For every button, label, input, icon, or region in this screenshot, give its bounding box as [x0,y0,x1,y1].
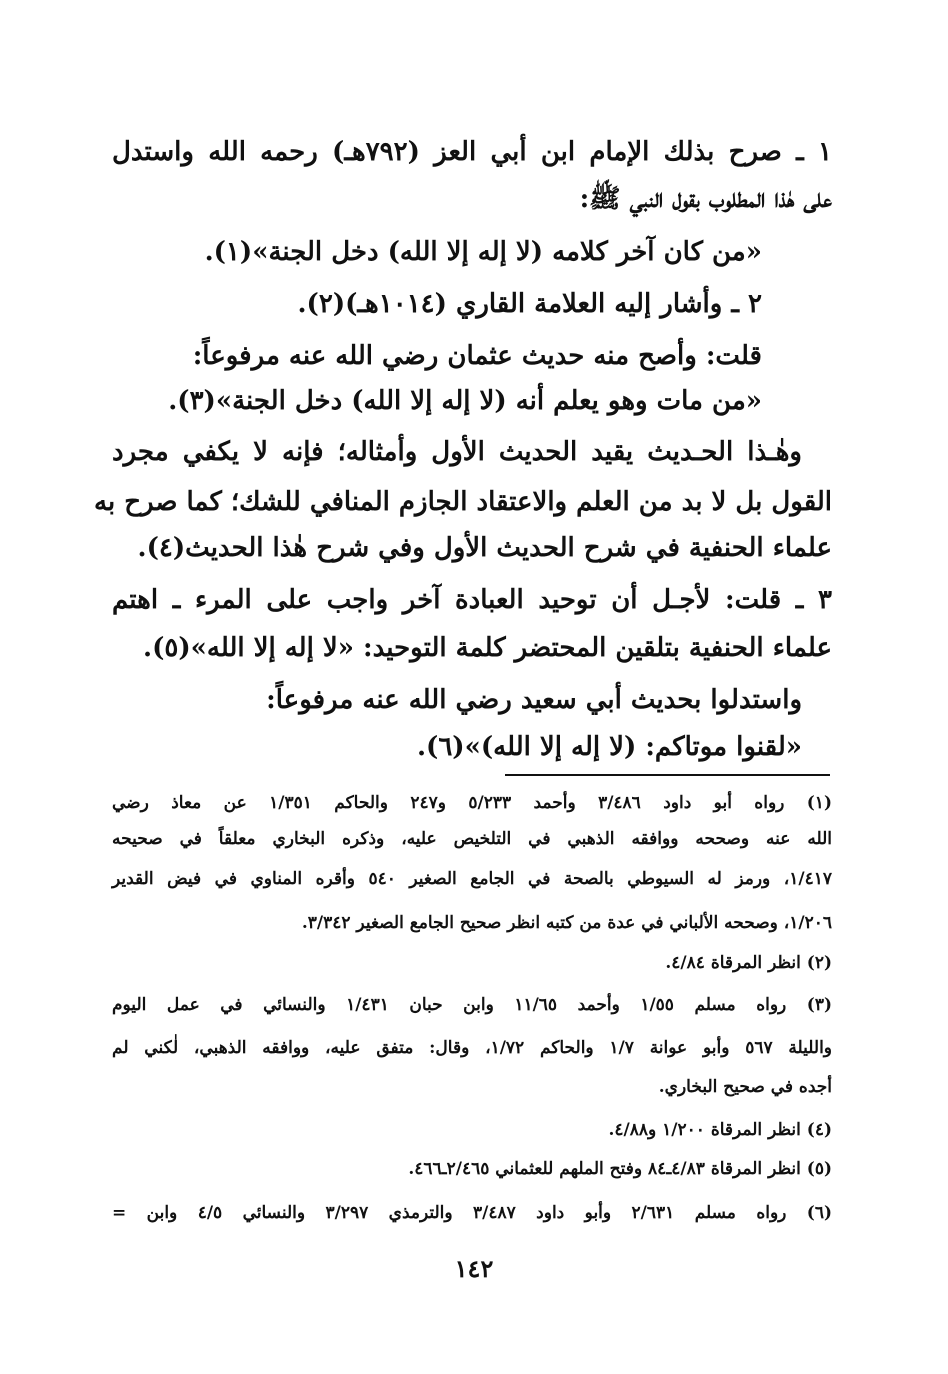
body-line-10: ٣ ـ قلت: لأجـل أن توحيد العبادة آخر واجب على المرء ـ اهتم [112,585,832,615]
footnote-line-1: (١) رواه أبو داود ٣/٤٨٦ وأحمد ٥/٢٣٣ و٢٤٧ والحاكم ١/٣٥١ عن معاذ رضي [112,793,832,813]
footnote-line-3: ١/٤١٧، ورمز له السيوطي بالصحة في الجامع الصغير ٥٤٠ وأقره المناوي في فيض القدير [112,869,832,889]
footnote-line-5: (٢) انظر المرقاة ٤/٨٤. [665,953,832,973]
footnote-separator [505,774,830,776]
footnote-line-10: (٥) انظر المرقاة ٤/٨٣ـ٨٤ وفتح الملهم للعثماني ٢/٤٦٥ـ٤٦٦. [408,1159,832,1179]
body-line-6: «من مات وهو يعلم أنه (لا إله إلا الله) دخل الجنة»(٣). [168,386,762,416]
page-number: ١٤٢ [454,1254,494,1283]
footnote-line-2: الله عنه وصححه ووافقه الذهبي في التلخيص عليه، وذكره البخاري معلقاً في صحيحه [112,829,832,849]
footnote-line-4: ١/٢٠٦، وصححه الألباني في عدة من كتبه انظر صحيح الجامع الصغير ٣/٣٤٢. [301,913,832,933]
footnote-line-11: (٦) رواه مسلم ٢/٦٣١ وأبو داود ٣/٤٨٧ والترمذي ٣/٢٩٧ والنسائي ٤/٥ وابن = [112,1203,833,1223]
body-line-8: القول بل لا بد من العلم والاعتقاد الجازم المنافي للشك؛ كما صرح به [94,487,832,517]
footnote-line-7: والليلة ٥٦٧ وأبو عوانة ١/٧ والحاكم ١/٧٢، وقال: متفق عليه، ووافقه الذهبي، لٰكني لم [112,1038,833,1058]
footnote-line-9: (٤) انظر المرقاة ١/٢٠٠ و٤/٨٨. [608,1120,832,1140]
body-line-1: ١ ـ صرح بذلك الإمام ابن أبي العز (٧٩٢هـ) رحمه الله واستدل [112,137,832,167]
body-line-7: وهٰـذا الحـديث يقيد الحديث الأول وأمثاله؛ فإنه لا يكفي مجرد [112,437,802,467]
body-line-4: ٢ ـ وأشار إليه العلامة القاري (١٠١٤هـ)(٢). [297,289,762,319]
body-line-13: «لقنوا موتاكم: (لا إله إلا الله)»(٦). [416,732,802,762]
body-line-5: قلت: وأصح منه حديث عثمان رضي الله عنه مرفوعاً: [192,341,762,371]
body-line-3: «من كان آخر كلامه (لا إله إلا الله) دخل الجنة»(١). [204,237,762,267]
footnote-line-8: أجده في صحيح البخاري. [658,1077,832,1097]
body-line-11: علماء الحنفية بتلقين المحتضر كلمة التوحيد: «لا إله إلا الله»(٥). [143,633,832,663]
body-line-2: على هٰذا المطلوب بقول النبي ﷺ: [579,184,832,214]
body-line-9: علماء الحنفية في شرح الحديث الأول وفي شرح هٰذا الحديث(٤). [137,533,832,563]
body-line-12: واستدلوا بحديث أبي سعيد رضي الله عنه مرفوعاً: [266,685,802,715]
footnote-line-6: (٣) رواه مسلم ١/٥٥ وأحمد ١١/٦٥ وابن حبان ١/٤٣١ والنسائي في عمل اليوم [112,995,832,1015]
